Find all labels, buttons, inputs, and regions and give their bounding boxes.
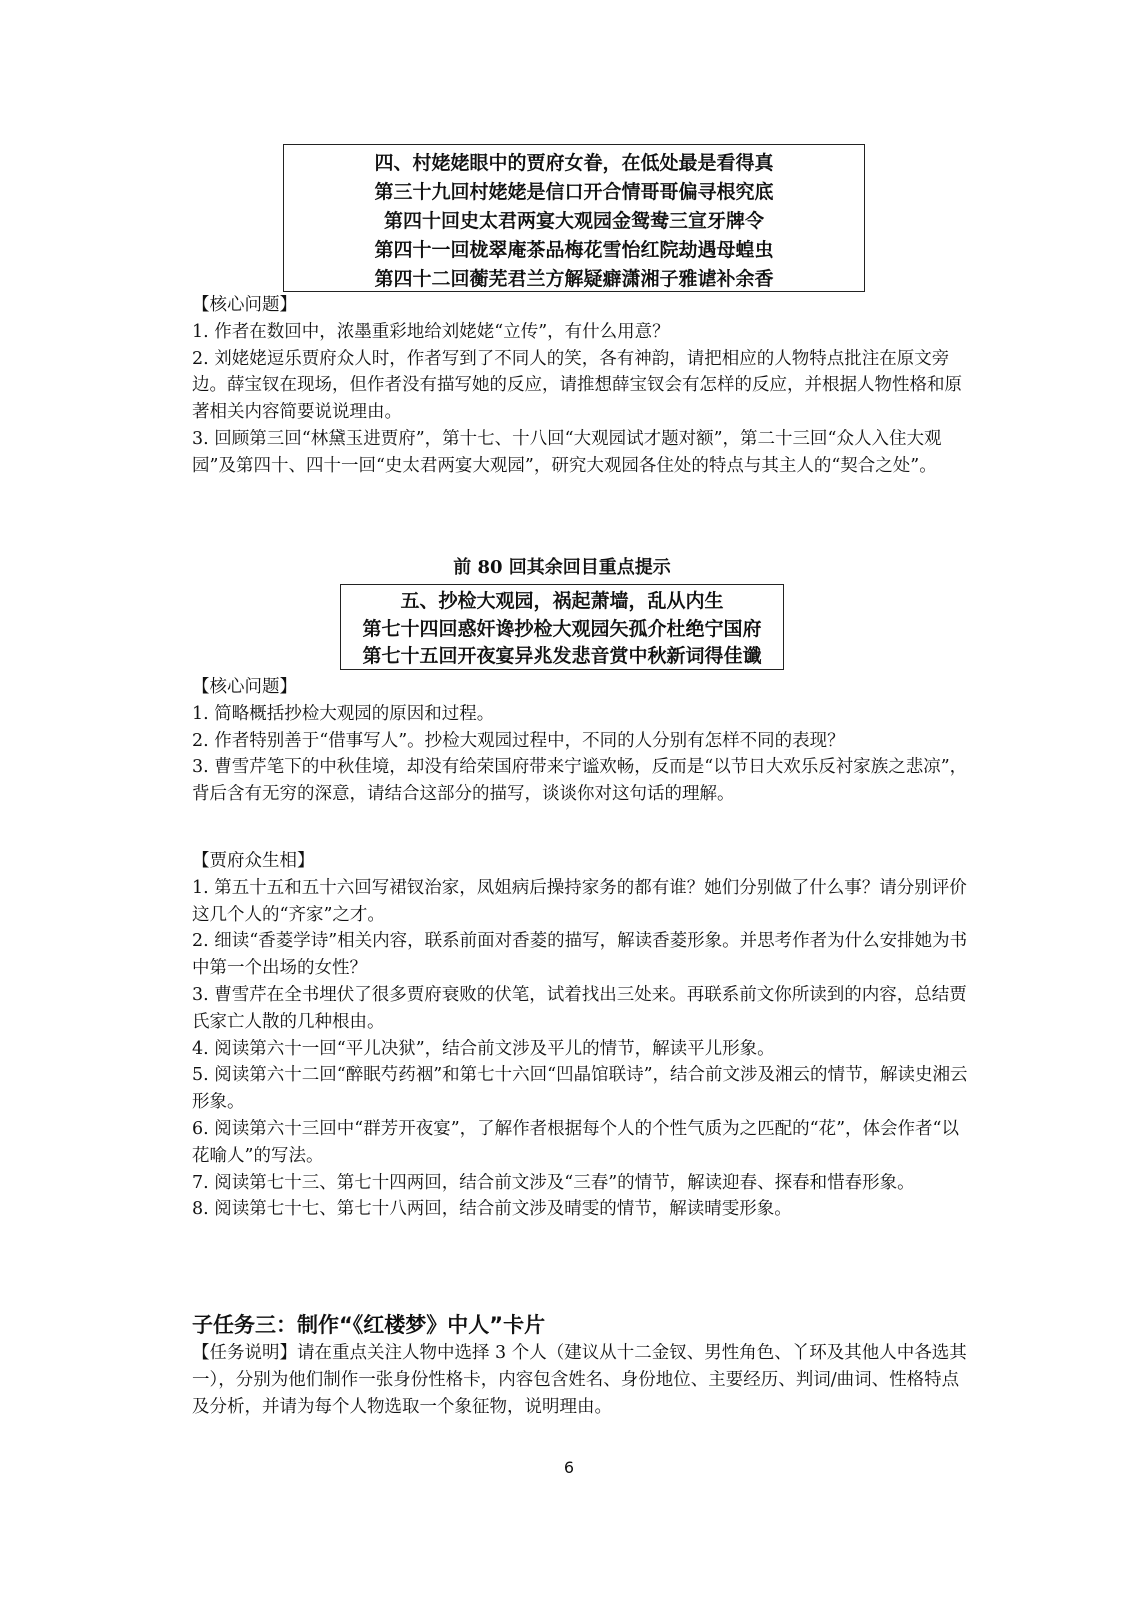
section-title: 前 80 回其余回目重点提示 — [453, 557, 671, 578]
box-heading: 五、抄检大观园，祸起萧墙，乱从内生 — [400, 590, 724, 612]
question-item: 3. 曹雪芹在全书埋伏了很多贾府衰败的伏笔，试着找出三处来。再联系前文你所读到的内容，总结贾氏家亡人散的几种根由。 — [192, 984, 967, 1032]
box-chapter-line: 第四十回史太君两宴大观园金鸳鸯三宣牙牌令 — [383, 210, 764, 232]
question-item: 4. 阅读第六十一回“平儿决狱”，结合前文涉及平儿的情节，解读平儿形象。 — [192, 1038, 775, 1059]
question-item: 2. 细读“香菱学诗”相关内容，联系前面对香菱的描写，解读香菱形象。并思考作者为什么安排她为书中第一个出场的女性？ — [192, 931, 968, 979]
box-heading: 四、村姥姥眼中的贾府女眷，在低处最是看得真 — [374, 152, 774, 174]
question-item: 1. 简略概括抄检大观园的原因和过程。 — [192, 703, 495, 724]
task-description — [192, 1340, 972, 1421]
section-heading: 【核心问题】 — [192, 295, 297, 315]
core-questions-section-1 — [192, 292, 972, 480]
question-item: 6. 阅读第六十三回中“群芳开夜宴”，了解作者根据每个人的个性气质为之匹配的“花”，体会作者“以花喻人”的写法。 — [192, 1118, 959, 1166]
chapter-box-5 — [340, 584, 784, 670]
chapter-box-4 — [283, 144, 865, 292]
box-chapter-line: 第四十一回栊翠庵茶品梅花雪怡红院劫遇母蝗虫 — [374, 239, 774, 261]
task-label: 【任务说明】 — [192, 1343, 297, 1363]
box-chapter-line: 第三十九回村姥姥是信口开合情哥哥偏寻根究底 — [374, 181, 774, 203]
subtask-title: 子任务三：制作“《红楼梦》中人”卡片 — [192, 1313, 546, 1337]
question-item: 3. 曹雪芹笔下的中秋佳境，却没有给荣国府带来宁谧欢畅，反而是“以节日大欢乐反衬家族之悲凉”，背后含有无穷的深意，请结合这部分的描写，谈谈你对这句话的理解。 — [192, 757, 968, 805]
question-item: 2. 刘姥姥逗乐贾府众人时，作者写到了不同人的笑，各有神韵，请把相应的人物特点批注在原文旁边。薛宝钗在现场，但作者没有描写她的反应，请推想薛宝钗会有怎样的反应，并根据人物性格和原著相关内容简要说说理由。 — [192, 348, 962, 423]
question-item: 3. 回顾第三回“林黛玉进贾府”，第十七、十八回“大观园试才题对额”，第二十三回“众人入住大观园”及第四十、四十一回“史太君两宴大观园”，研究大观园各住处的特点与其主人的“契合之处”。 — [192, 428, 942, 476]
section-heading: 【贾府众生相】 — [192, 851, 315, 871]
box-chapter-line: 第四十二回蘅芜君兰方解疑癖潇湘子雅谑补余香 — [374, 268, 774, 290]
section-heading: 【核心问题】 — [192, 677, 297, 697]
page-number: 6 — [563, 1458, 575, 1477]
question-item: 8. 阅读第七十七、第七十八两回，结合前文涉及晴雯的情节，解读晴雯形象。 — [192, 1199, 792, 1220]
question-item: 7. 阅读第七十三、第七十四两回，结合前文涉及“三春”的情节，解读迎春、探春和惜春形象。 — [192, 1172, 915, 1193]
question-item: 1. 第五十五和五十六回写裙钗治家，凤姐病后操持家务的都有谁？她们分别做了什么事？请分别评价这几个人的“齐家”之才。 — [192, 877, 967, 925]
question-item: 2. 作者特别善于“借事写人”。抄检大观园过程中，不同的人分别有怎样不同的表现？ — [192, 730, 845, 751]
core-questions-section-2 — [192, 674, 972, 808]
task-text: 请在重点关注人物中选择 3 个人（建议从十二金钗、男性角色、丫环及其他人中各选其一），分别为他们制作一张身份性格卡，内容包含姓名、身份地位、主要经历、判词/曲词、性格特点及分析，并请为每个人物选取一个象征物，说明理由。 — [192, 1343, 967, 1417]
box-chapter-line: 第七十四回惑奸谗抄检大观园矢孤介杜绝宁国府 — [362, 617, 762, 640]
question-item: 1. 作者在数回中，浓墨重彩地给刘姥姥“立传”，有什么用意？ — [192, 321, 670, 342]
question-item: 5. 阅读第六十二回“醉眠芍药裀”和第七十六回“凹晶馆联诗”，结合前文涉及湘云的情节，解读史湘云形象。 — [192, 1065, 968, 1113]
jiafu-characters-section — [192, 848, 972, 1223]
box-chapter-line: 第七十五回开夜宴异兆发悲音赏中秋新词得佳谶 — [362, 645, 762, 667]
